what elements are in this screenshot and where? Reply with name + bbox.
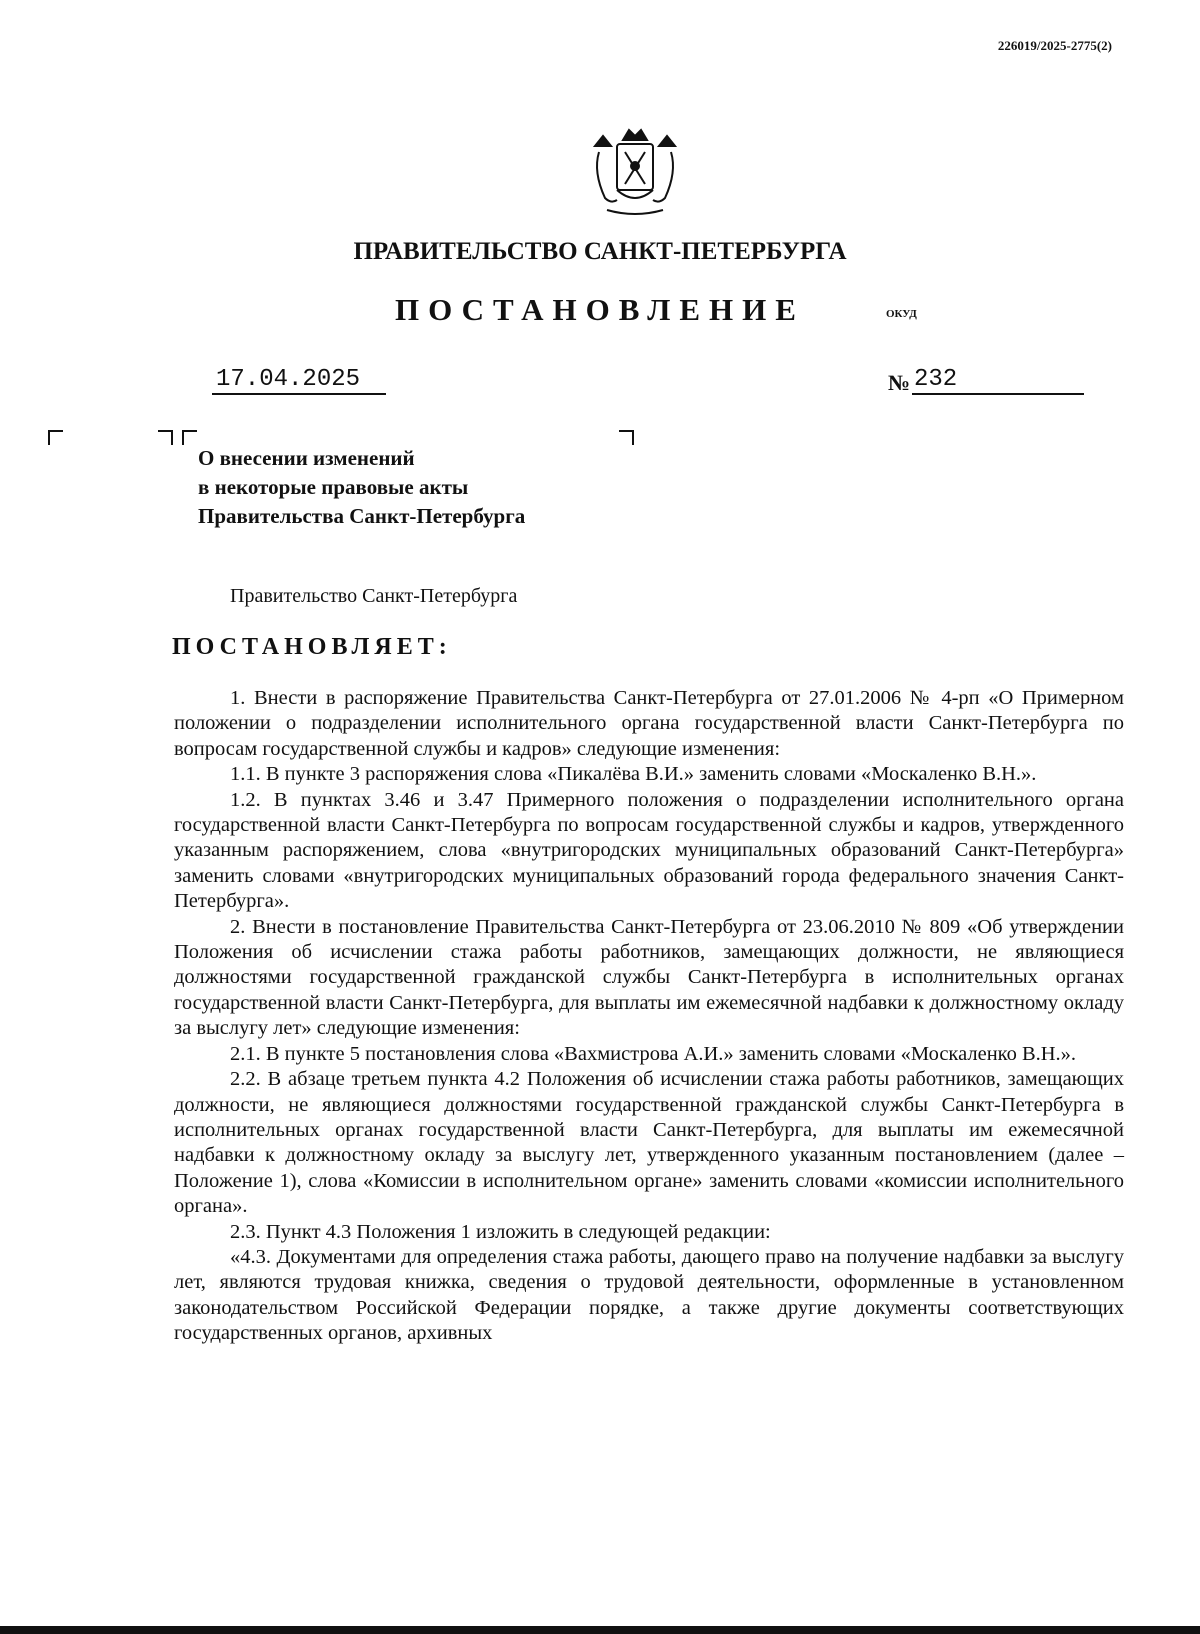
decree-subject (198, 444, 525, 531)
decree-number: 232 (912, 366, 1084, 395)
corner-mark-icon (157, 430, 173, 446)
paragraph: 1.2. В пунктах 3.46 и 3.47 Примерного положения о подразделении исполнительного органа государственной власти Санкт-Петербурга по вопросам государственной службы и кадров, утвержденного указанным распоряжением, слова «внутригородских муниципальных образований Санкт-Петербурга» заменить словами «внутригородских муниципальных образований города федерального значения Санкт-Петербурга». (174, 788, 1124, 913)
corner-mark-icon (618, 430, 634, 446)
okud-label: ОКУД (886, 308, 917, 320)
corner-mark-icon (182, 430, 198, 446)
paragraph: 2.3. Пункт 4.3 Положения 1 изложить в следующей редакции: (230, 1220, 771, 1243)
scan-bottom-edge (0, 1626, 1200, 1634)
resolves-heading: ПОСТАНОВЛЯЕТ: (172, 634, 452, 660)
paragraph: «4.3. Документами для определения стажа работы, дающего право на получение надбавки за выслугу лет, являются трудовая книжка, сведения о трудовой деятельности, оформленные в установленном законодательством Российской Федерации порядке, а также другие документы соответствующих государственных органов, архивных (174, 1245, 1124, 1345)
number-sign: № (888, 370, 911, 395)
document-code: 226019/2025-2775(2) (997, 38, 1112, 53)
decree-date: 17.04.2025 (212, 366, 386, 395)
authority-line: Правительство Санкт-Петербурга (230, 585, 518, 607)
subject-line: в некоторые правовые акты (198, 475, 469, 499)
paragraph: 1.1. В пункте 3 распоряжения слова «Пикалёва В.И.» заменить словами «Москаленко В.Н.». (230, 763, 1037, 786)
government-name: ПРАВИТЕЛЬСТВО САНКТ-ПЕТЕРБУРГА (353, 238, 847, 265)
paragraph: 2.1. В пункте 5 постановления слова «Вахмистрова А.И.» заменить словами «Москаленко В.Н.». (230, 1042, 1077, 1065)
paragraph: 2. Внести в постановление Правительства Санкт-Петербурга от 23.06.2010 № 809 «Об утверждении Положения об исчислении стажа работы работников, замещающих должности, не являющиеся должностями государственной гражданской службы Санкт-Петербурга в исполнительных органах государственной власти Санкт-Петербурга, для выплаты им ежемесячной надбавки к должностному окладу за выслугу лет» следующие изменения: (174, 915, 1124, 1040)
subject-line: О внесении изменений (198, 446, 415, 470)
st-petersburg-coat-of-arms-icon (585, 122, 685, 222)
paragraph: 1. Внести в распоряжение Правительства Санкт-Петербурга от 27.01.2006 № 4-рп «О Примерном положении о подразделении исполнительного органа государственной власти Санкт-Петербурга по вопросам государственной службы и кадров» следующие изменения: (174, 687, 1124, 760)
decree-body (174, 686, 1124, 1347)
subject-line: Правительства Санкт-Петербурга (198, 504, 526, 528)
decree-title: ПОСТАНОВЛЕНИЕ (395, 292, 805, 327)
paragraph: 2.2. В абзаце третьем пункта 4.2 Положения об исчислении стажа работы работников, замещающих должности, не являющиеся должностями государственной гражданской службы Санкт-Петербурга в исполнительных органах государственной власти Санкт-Петербурга, для выплаты им ежемесячной надбавки к должностному окладу за выслугу лет, утвержденного указанным постановлением (далее – Положение 1), слова «Комиссии в исполнительном органе» заменить словами «комиссии исполнительного органа». (174, 1068, 1124, 1218)
corner-mark-icon (48, 430, 64, 446)
